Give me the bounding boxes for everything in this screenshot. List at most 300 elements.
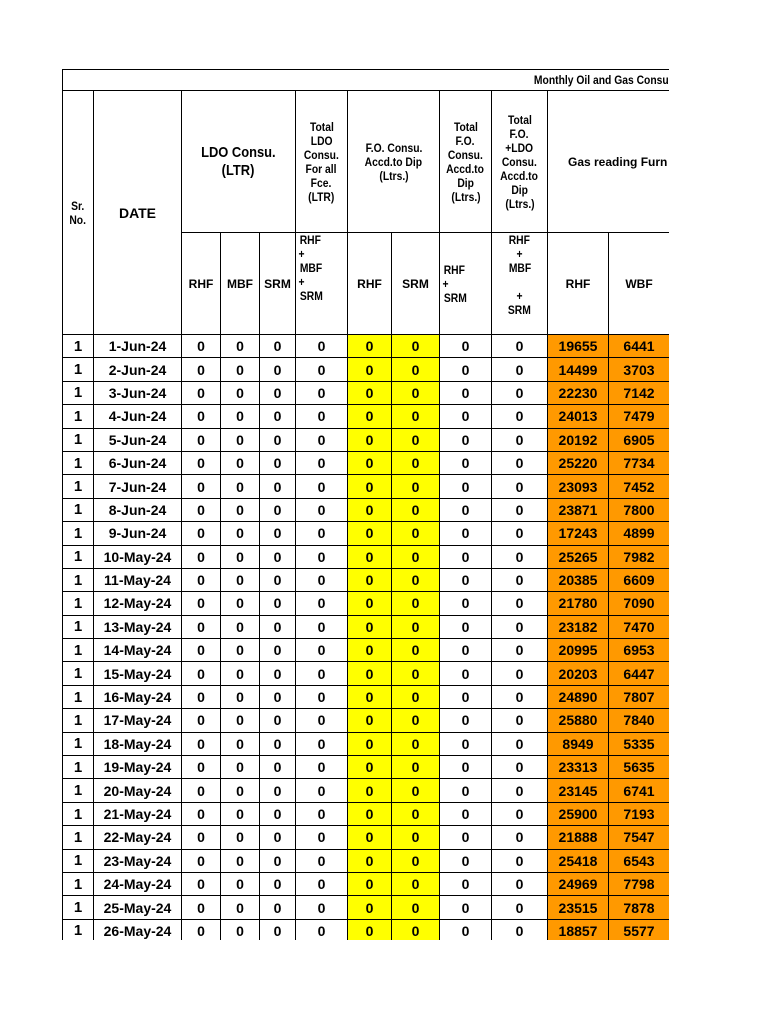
gas-wbf-cell: 7142: [609, 381, 670, 404]
fo-rhf-cell: 0: [348, 522, 392, 545]
total-fo-cell: 0: [440, 335, 492, 358]
gas-rhf-cell: 23093: [548, 475, 609, 498]
total-ldo-cell: 0: [296, 592, 348, 615]
date-cell: 18-May-24: [94, 732, 182, 755]
fo-srm-cell: 0: [392, 405, 440, 428]
total-fo-cell: 0: [440, 662, 492, 685]
gas-rhf-cell: 22230: [548, 381, 609, 404]
sr-cell: 1: [63, 802, 94, 825]
fo-srm-cell: 0: [392, 498, 440, 521]
total-fo-ldo-cell: 0: [492, 451, 548, 474]
total-ldo-cell: 0: [296, 381, 348, 404]
gas-rhf-cell: 23871: [548, 498, 609, 521]
header-gas-reading: Gas reading Furn: [548, 91, 670, 233]
sr-cell: 1: [63, 381, 94, 404]
ldo-mbf-cell: 0: [221, 498, 260, 521]
sr-cell: 1: [63, 428, 94, 451]
ldo-srm-cell: 0: [260, 615, 296, 638]
gas-rhf-cell: 20192: [548, 428, 609, 451]
table-row: [63, 732, 670, 755]
gas-rhf-cell: 23515: [548, 896, 609, 919]
sr-cell: 1: [63, 522, 94, 545]
gas-rhf-cell: 18857: [548, 919, 609, 940]
gas-rhf-cell: 23313: [548, 756, 609, 779]
ldo-srm-cell: 0: [260, 451, 296, 474]
total-fo-cell: 0: [440, 639, 492, 662]
gas-wbf-cell: 7470: [609, 615, 670, 638]
ldo-mbf-cell: 0: [221, 405, 260, 428]
sr-cell: 1: [63, 756, 94, 779]
total-ldo-cell: 0: [296, 522, 348, 545]
gas-wbf-cell: 7734: [609, 451, 670, 474]
gas-wbf-cell: 7193: [609, 802, 670, 825]
gas-rhf-cell: 20203: [548, 662, 609, 685]
fo-rhf-cell: 0: [348, 872, 392, 895]
gas-wbf-cell: 7878: [609, 896, 670, 919]
gas-wbf-cell: 7547: [609, 826, 670, 849]
fo-srm-cell: 0: [392, 662, 440, 685]
fo-rhf-cell: 0: [348, 428, 392, 451]
table-row: [63, 381, 670, 404]
table-row: [63, 451, 670, 474]
ldo-mbf-cell: 0: [221, 335, 260, 358]
total-fo-cell: 0: [440, 498, 492, 521]
ldo-rhf-cell: 0: [182, 475, 221, 498]
total-fo-ldo-cell: 0: [492, 779, 548, 802]
total-fo-cell: 0: [440, 756, 492, 779]
sr-cell: 1: [63, 896, 94, 919]
fo-rhf-cell: 0: [348, 685, 392, 708]
sheet-title: Monthly Oil and Gas Consu: [63, 70, 670, 91]
ldo-mbf-cell: 0: [221, 545, 260, 568]
fo-rhf-cell: 0: [348, 732, 392, 755]
total-fo-ldo-cell: 0: [492, 662, 548, 685]
total-fo-ldo-cell: 0: [492, 522, 548, 545]
fo-srm-cell: 0: [392, 428, 440, 451]
header-total-fo: Total F.O. Consu. Accd.to Dip (Ltrs.): [440, 91, 492, 233]
ldo-rhf-cell: 0: [182, 779, 221, 802]
fo-srm-cell: 0: [392, 802, 440, 825]
table-row: [63, 405, 670, 428]
ldo-rhf-cell: 0: [182, 451, 221, 474]
ldo-mbf-cell: 0: [221, 872, 260, 895]
date-cell: 8-Jun-24: [94, 498, 182, 521]
ldo-mbf-cell: 0: [221, 779, 260, 802]
fo-rhf-cell: 0: [348, 381, 392, 404]
subheader-total-fo-sum: RHF + SRM: [440, 233, 492, 335]
ldo-srm-cell: 0: [260, 919, 296, 940]
date-cell: 24-May-24: [94, 872, 182, 895]
gas-rhf-cell: 8949: [548, 732, 609, 755]
fo-srm-cell: 0: [392, 896, 440, 919]
sr-cell: 1: [63, 662, 94, 685]
gas-rhf-cell: 25880: [548, 709, 609, 732]
table-row: [63, 335, 670, 358]
date-cell: 11-May-24: [94, 568, 182, 591]
gas-wbf-cell: 6447: [609, 662, 670, 685]
total-fo-cell: 0: [440, 568, 492, 591]
sr-cell: 1: [63, 545, 94, 568]
ldo-mbf-cell: 0: [221, 709, 260, 732]
total-ldo-cell: 0: [296, 405, 348, 428]
ldo-rhf-cell: 0: [182, 896, 221, 919]
sr-cell: 1: [63, 475, 94, 498]
ldo-srm-cell: 0: [260, 639, 296, 662]
table-row: [63, 358, 670, 381]
sr-cell: 1: [63, 405, 94, 428]
gas-rhf-cell: 14499: [548, 358, 609, 381]
total-ldo-cell: 0: [296, 451, 348, 474]
date-cell: 20-May-24: [94, 779, 182, 802]
fo-rhf-cell: 0: [348, 545, 392, 568]
sr-cell: 1: [63, 451, 94, 474]
header-ldo-consu: LDO Consu. (LTR): [182, 91, 296, 233]
fo-srm-cell: 0: [392, 756, 440, 779]
ldo-srm-cell: 0: [260, 545, 296, 568]
gas-wbf-cell: 6905: [609, 428, 670, 451]
ldo-srm-cell: 0: [260, 475, 296, 498]
sr-cell: 1: [63, 568, 94, 591]
table-row: [63, 919, 670, 940]
gas-wbf-cell: 7798: [609, 872, 670, 895]
ldo-mbf-cell: 0: [221, 685, 260, 708]
ldo-srm-cell: 0: [260, 428, 296, 451]
fo-srm-cell: 0: [392, 919, 440, 940]
ldo-mbf-cell: 0: [221, 475, 260, 498]
total-fo-ldo-cell: 0: [492, 685, 548, 708]
header-total-ldo: Total LDO Consu. For all Fce. (LTR): [296, 91, 348, 233]
fo-rhf-cell: 0: [348, 615, 392, 638]
total-fo-cell: 0: [440, 732, 492, 755]
ldo-rhf-cell: 0: [182, 568, 221, 591]
header-date: DATE: [94, 91, 182, 335]
fo-srm-cell: 0: [392, 381, 440, 404]
fo-rhf-cell: 0: [348, 639, 392, 662]
sr-cell: 1: [63, 732, 94, 755]
gas-rhf-cell: 23182: [548, 615, 609, 638]
fo-srm-cell: 0: [392, 872, 440, 895]
total-ldo-cell: 0: [296, 545, 348, 568]
total-fo-cell: 0: [440, 358, 492, 381]
total-ldo-cell: 0: [296, 709, 348, 732]
sr-cell: 1: [63, 849, 94, 872]
ldo-rhf-cell: 0: [182, 662, 221, 685]
date-cell: 10-May-24: [94, 545, 182, 568]
ldo-mbf-cell: 0: [221, 662, 260, 685]
total-fo-ldo-cell: 0: [492, 896, 548, 919]
total-ldo-cell: 0: [296, 639, 348, 662]
ldo-mbf-cell: 0: [221, 381, 260, 404]
ldo-rhf-cell: 0: [182, 802, 221, 825]
date-cell: 3-Jun-24: [94, 381, 182, 404]
fo-rhf-cell: 0: [348, 475, 392, 498]
fo-srm-cell: 0: [392, 849, 440, 872]
fo-rhf-cell: 0: [348, 919, 392, 940]
table-row: [63, 639, 670, 662]
date-cell: 17-May-24: [94, 709, 182, 732]
subheader-total-fo-ldo-sum: RHF + MBF + SRM: [492, 233, 548, 335]
date-cell: 22-May-24: [94, 826, 182, 849]
table-row: [63, 428, 670, 451]
ldo-mbf-cell: 0: [221, 358, 260, 381]
gas-wbf-cell: 6609: [609, 568, 670, 591]
gas-rhf-cell: 24013: [548, 405, 609, 428]
table-row: [63, 826, 670, 849]
fo-rhf-cell: 0: [348, 592, 392, 615]
total-ldo-cell: 0: [296, 779, 348, 802]
consumption-table: [62, 69, 669, 940]
table-row: [63, 498, 670, 521]
ldo-srm-cell: 0: [260, 358, 296, 381]
gas-wbf-cell: 5577: [609, 919, 670, 940]
gas-rhf-cell: 19655: [548, 335, 609, 358]
total-ldo-cell: 0: [296, 732, 348, 755]
total-fo-ldo-cell: 0: [492, 475, 548, 498]
gas-wbf-cell: 5335: [609, 732, 670, 755]
gas-wbf-cell: 4899: [609, 522, 670, 545]
ldo-rhf-cell: 0: [182, 685, 221, 708]
total-ldo-cell: 0: [296, 335, 348, 358]
sr-cell: 1: [63, 919, 94, 940]
gas-wbf-cell: 6741: [609, 779, 670, 802]
ldo-rhf-cell: 0: [182, 756, 221, 779]
table-row: [63, 568, 670, 591]
ldo-mbf-cell: 0: [221, 919, 260, 940]
fo-srm-cell: 0: [392, 358, 440, 381]
subheader-fo-srm: SRM: [392, 233, 440, 335]
total-ldo-cell: 0: [296, 802, 348, 825]
ldo-rhf-cell: 0: [182, 709, 221, 732]
gas-rhf-cell: 20995: [548, 639, 609, 662]
date-cell: 15-May-24: [94, 662, 182, 685]
gas-rhf-cell: 25418: [548, 849, 609, 872]
table-row: [63, 615, 670, 638]
fo-rhf-cell: 0: [348, 358, 392, 381]
total-ldo-cell: 0: [296, 685, 348, 708]
total-fo-ldo-cell: 0: [492, 756, 548, 779]
total-ldo-cell: 0: [296, 919, 348, 940]
ldo-mbf-cell: 0: [221, 451, 260, 474]
total-fo-ldo-cell: 0: [492, 592, 548, 615]
fo-srm-cell: 0: [392, 779, 440, 802]
ldo-mbf-cell: 0: [221, 896, 260, 919]
fo-srm-cell: 0: [392, 685, 440, 708]
ldo-srm-cell: 0: [260, 522, 296, 545]
subheader-ldo-mbf: MBF: [221, 233, 260, 335]
date-cell: 23-May-24: [94, 849, 182, 872]
ldo-mbf-cell: 0: [221, 849, 260, 872]
ldo-mbf-cell: 0: [221, 568, 260, 591]
total-ldo-cell: 0: [296, 896, 348, 919]
total-fo-cell: 0: [440, 475, 492, 498]
total-fo-cell: 0: [440, 522, 492, 545]
total-fo-cell: 0: [440, 802, 492, 825]
sr-cell: 1: [63, 639, 94, 662]
gas-wbf-cell: 7982: [609, 545, 670, 568]
fo-srm-cell: 0: [392, 732, 440, 755]
total-fo-ldo-cell: 0: [492, 568, 548, 591]
gas-wbf-cell: 5635: [609, 756, 670, 779]
gas-wbf-cell: 7090: [609, 592, 670, 615]
gas-rhf-cell: 25900: [548, 802, 609, 825]
ldo-mbf-cell: 0: [221, 639, 260, 662]
date-cell: 9-Jun-24: [94, 522, 182, 545]
ldo-rhf-cell: 0: [182, 428, 221, 451]
gas-rhf-cell: 25220: [548, 451, 609, 474]
total-fo-ldo-cell: 0: [492, 428, 548, 451]
total-fo-cell: 0: [440, 428, 492, 451]
total-ldo-cell: 0: [296, 428, 348, 451]
table-row: [63, 475, 670, 498]
fo-rhf-cell: 0: [348, 802, 392, 825]
ldo-srm-cell: 0: [260, 732, 296, 755]
gas-wbf-cell: 7840: [609, 709, 670, 732]
ldo-srm-cell: 0: [260, 568, 296, 591]
ldo-srm-cell: 0: [260, 685, 296, 708]
ldo-mbf-cell: 0: [221, 732, 260, 755]
total-fo-ldo-cell: 0: [492, 381, 548, 404]
gas-wbf-cell: 6441: [609, 335, 670, 358]
ldo-srm-cell: 0: [260, 335, 296, 358]
total-fo-cell: 0: [440, 451, 492, 474]
total-fo-ldo-cell: 0: [492, 709, 548, 732]
gas-rhf-cell: 23145: [548, 779, 609, 802]
fo-srm-cell: 0: [392, 639, 440, 662]
total-fo-cell: 0: [440, 709, 492, 732]
fo-rhf-cell: 0: [348, 335, 392, 358]
fo-srm-cell: 0: [392, 709, 440, 732]
ldo-srm-cell: 0: [260, 756, 296, 779]
total-fo-cell: 0: [440, 919, 492, 940]
gas-rhf-cell: 21780: [548, 592, 609, 615]
fo-rhf-cell: 0: [348, 451, 392, 474]
ldo-srm-cell: 0: [260, 802, 296, 825]
gas-rhf-cell: 24890: [548, 685, 609, 708]
ldo-mbf-cell: 0: [221, 826, 260, 849]
total-fo-cell: 0: [440, 405, 492, 428]
fo-rhf-cell: 0: [348, 405, 392, 428]
ldo-rhf-cell: 0: [182, 358, 221, 381]
fo-srm-cell: 0: [392, 545, 440, 568]
ldo-rhf-cell: 0: [182, 592, 221, 615]
fo-srm-cell: 0: [392, 475, 440, 498]
ldo-mbf-cell: 0: [221, 615, 260, 638]
date-cell: 16-May-24: [94, 685, 182, 708]
ldo-rhf-cell: 0: [182, 615, 221, 638]
table-row: [63, 849, 670, 872]
date-cell: 6-Jun-24: [94, 451, 182, 474]
ldo-rhf-cell: 0: [182, 498, 221, 521]
gas-rhf-cell: 25265: [548, 545, 609, 568]
gas-wbf-cell: 7479: [609, 405, 670, 428]
total-fo-cell: 0: [440, 592, 492, 615]
table-row: [63, 522, 670, 545]
fo-rhf-cell: 0: [348, 709, 392, 732]
ldo-mbf-cell: 0: [221, 522, 260, 545]
total-ldo-cell: 0: [296, 498, 348, 521]
table-row: [63, 896, 670, 919]
total-fo-ldo-cell: 0: [492, 335, 548, 358]
fo-rhf-cell: 0: [348, 779, 392, 802]
total-ldo-cell: 0: [296, 615, 348, 638]
total-ldo-cell: 0: [296, 358, 348, 381]
fo-rhf-cell: 0: [348, 662, 392, 685]
subheader-gas-rhf: RHF: [548, 233, 609, 335]
total-ldo-cell: 0: [296, 475, 348, 498]
ldo-mbf-cell: 0: [221, 756, 260, 779]
table-row: [63, 545, 670, 568]
date-cell: 14-May-24: [94, 639, 182, 662]
fo-rhf-cell: 0: [348, 756, 392, 779]
sr-cell: 1: [63, 709, 94, 732]
ldo-mbf-cell: 0: [221, 428, 260, 451]
date-cell: 25-May-24: [94, 896, 182, 919]
consumption-sheet: [62, 69, 669, 940]
sr-cell: 1: [63, 826, 94, 849]
total-fo-ldo-cell: 0: [492, 498, 548, 521]
ldo-mbf-cell: 0: [221, 802, 260, 825]
fo-rhf-cell: 0: [348, 896, 392, 919]
total-fo-ldo-cell: 0: [492, 872, 548, 895]
total-ldo-cell: 0: [296, 872, 348, 895]
total-ldo-cell: 0: [296, 568, 348, 591]
total-fo-cell: 0: [440, 615, 492, 638]
sr-cell: 1: [63, 335, 94, 358]
fo-rhf-cell: 0: [348, 498, 392, 521]
total-fo-ldo-cell: 0: [492, 358, 548, 381]
fo-srm-cell: 0: [392, 335, 440, 358]
sr-cell: 1: [63, 498, 94, 521]
ldo-rhf-cell: 0: [182, 381, 221, 404]
table-row: [63, 872, 670, 895]
fo-rhf-cell: 0: [348, 568, 392, 591]
gas-wbf-cell: 6953: [609, 639, 670, 662]
total-fo-ldo-cell: 0: [492, 849, 548, 872]
ldo-rhf-cell: 0: [182, 872, 221, 895]
header-total-fo-ldo: Total F.O. +LDO Consu. Accd.to Dip (Ltrs.): [492, 91, 548, 233]
fo-srm-cell: 0: [392, 615, 440, 638]
header-fo-consu: F.O. Consu. Accd.to Dip (Ltrs.): [348, 91, 440, 233]
sr-cell: 1: [63, 592, 94, 615]
table-row: [63, 756, 670, 779]
table-row: [63, 592, 670, 615]
total-fo-ldo-cell: 0: [492, 919, 548, 940]
fo-srm-cell: 0: [392, 451, 440, 474]
total-fo-ldo-cell: 0: [492, 405, 548, 428]
ldo-srm-cell: 0: [260, 381, 296, 404]
subheader-fo-rhf: RHF: [348, 233, 392, 335]
total-fo-cell: 0: [440, 872, 492, 895]
ldo-rhf-cell: 0: [182, 639, 221, 662]
total-fo-cell: 0: [440, 826, 492, 849]
total-fo-cell: 0: [440, 849, 492, 872]
table-row: [63, 779, 670, 802]
date-cell: 1-Jun-24: [94, 335, 182, 358]
total-fo-ldo-cell: 0: [492, 615, 548, 638]
gas-rhf-cell: 17243: [548, 522, 609, 545]
date-cell: 21-May-24: [94, 802, 182, 825]
sr-cell: 1: [63, 872, 94, 895]
gas-rhf-cell: 20385: [548, 568, 609, 591]
ldo-srm-cell: 0: [260, 592, 296, 615]
total-fo-cell: 0: [440, 381, 492, 404]
ldo-rhf-cell: 0: [182, 849, 221, 872]
table-row: [63, 709, 670, 732]
table-row: [63, 802, 670, 825]
total-ldo-cell: 0: [296, 826, 348, 849]
gas-wbf-cell: 7800: [609, 498, 670, 521]
ldo-rhf-cell: 0: [182, 545, 221, 568]
